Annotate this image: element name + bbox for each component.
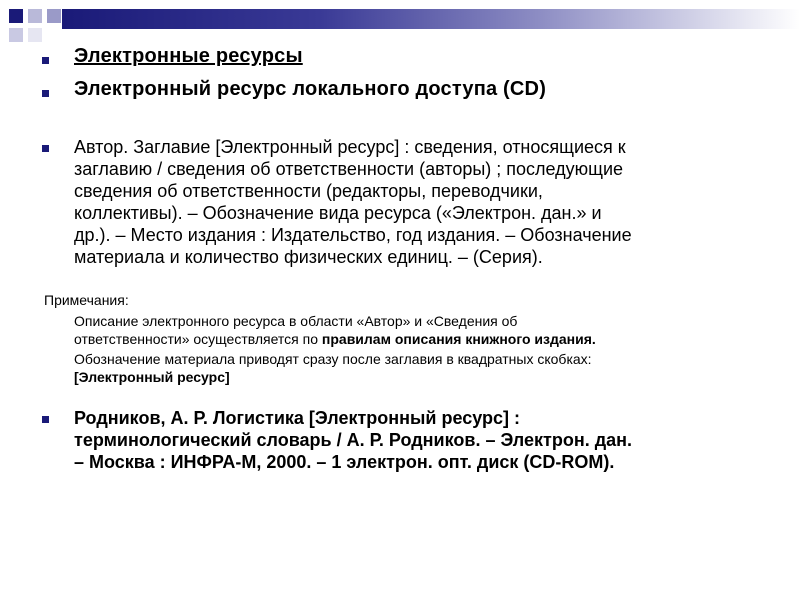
decor-square-pale (9, 28, 23, 42)
note-emphasis: [Электронный ресурс] (74, 369, 230, 385)
slide-title: Электронные ресурсы (74, 45, 303, 67)
note-line (74, 330, 774, 348)
description-line: др.). – Место издания : Издательство, год издания. – Обозначение (74, 225, 632, 245)
note-line (74, 368, 774, 386)
gradient-band (62, 9, 800, 29)
square-bullet-icon (42, 90, 49, 97)
example-block (74, 407, 774, 473)
note-line: Описание электронного ресурса в области «Автор» и «Сведения об (74, 313, 518, 329)
description-line: сведения об ответственности (редакторы, переводчики, (74, 181, 543, 201)
square-bullet-icon (42, 57, 49, 64)
square-bullet-icon (42, 416, 49, 423)
description-line: коллективы). – Обозначение вида ресурса («Электрон. дан.» и (74, 203, 602, 223)
notes-title: Примечания: (44, 292, 129, 308)
example-line: Родников, А. Р. Логистика [Электронный ресурс] : (74, 408, 521, 428)
note-text: ответственности» осуществляется по (74, 331, 322, 347)
decor-square-light (28, 9, 42, 23)
note-2 (74, 350, 774, 386)
note-emphasis: правилам описания книжного издания. (321, 331, 596, 347)
square-bullet-icon (42, 145, 49, 152)
description-line: Автор. Заглавие [Электронный ресурс] : сведения, относящиеся к (74, 137, 626, 157)
decor-square-faint (28, 28, 42, 42)
description-line: заглавию / сведения об ответственности (авторы) ; последующие (74, 159, 624, 179)
example-line: – Москва : ИНФРА-М, 2000. – 1 электрон. опт. диск (CD-ROM). (74, 452, 615, 472)
decor-square-mid (47, 9, 61, 23)
description-block (74, 136, 774, 268)
note-line: Обозначение материала приводят сразу после заглавия в квадратных скобках: (74, 351, 592, 367)
decor-square-dark (9, 9, 23, 23)
example-line: терминологический словарь / А. Р. Родников. – Электрон. дан. (74, 430, 633, 450)
description-line: материала и количество физических единиц. – (Серия). (74, 247, 543, 267)
note-1 (74, 312, 774, 348)
slide-subtitle: Электронный ресурс локального доступа (CD) (74, 78, 547, 100)
